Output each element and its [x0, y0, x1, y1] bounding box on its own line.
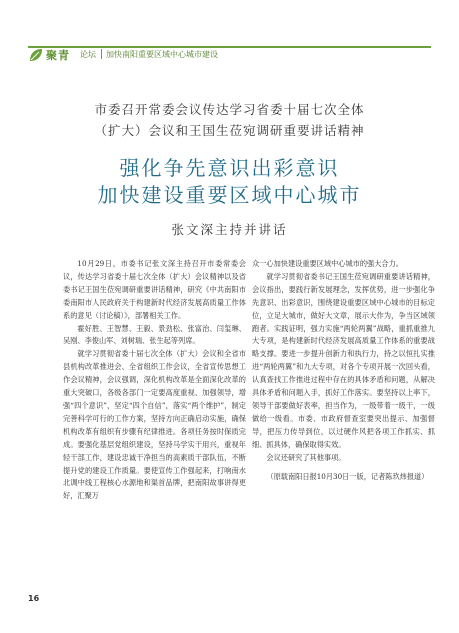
article-title-line-1: 强化争先意识出彩意识: [119, 156, 340, 180]
magazine-logo: [28, 45, 76, 65]
header-separator: [101, 49, 102, 59]
body-column-left: [63, 258, 246, 503]
article-author: 张文深主持并讲话: [171, 222, 288, 237]
page-number: 16: [28, 594, 40, 603]
paragraph: 霍好胜、王智慧、王毅、景劲松、张富治、闫玺琳、吴刚、李俊山军、刘树瑞、张生起等列席。: [63, 323, 246, 346]
paragraph: 10月29日，市委书记张文深主持召开市委常委会议，传达学习省委十届七次全体（扩大）会议精神以及省委书记王国生莅宛调研重要讲话精神，研究《中共南阳市委南阳市人民政府关于构建新时代经济发展高质量工作体系的意见（讨论稿）》，部署相关工作。: [63, 259, 246, 320]
subtitle-line-1: 市委召开常委会议传达学习省委十届七次全体: [94, 102, 365, 117]
logo-text: 聚青: [46, 49, 70, 62]
article-title-line-2: 加快建设重要区域中心城市: [97, 183, 362, 207]
paragraph: 就学习贯彻省委书记王国生莅宛调研重要讲话精神，会议指出，要践行新发展理念，发挥优势，进一步强化争先意识、出彩意识，围绕建设重要区域中心城市的目标定位，立足大城市，做好大文章，展示大作为，争当区域领跑者。实践证明，强力实施“两轮两翼”战略，重抓重推九大专项，是构建新时代经济发展高质量工作体系的重要战略支撑。要进一步提升创新力和执行力，持之以恒扎实推进“两轮两翼”和九大专项，对各个专项开展一次回头看，认真查找工作推进过程中存在的具体矛盾和问题，从解决具体矛盾和问题入手，抓好工作落实。要坚持以上率下，领导干部要做好表率，担当作为，一级带着一级干，一级做给一级看。市委、市政府督查室要突出提示、加强督导，把压力传导到位，以过硬作风把各项工作抓实、抓细、抓具体，确保取得实效。: [252, 271, 435, 449]
paragraph: 会议还研究了其他事项。: [266, 452, 346, 462]
leaf-logo-icon: [28, 47, 44, 63]
paragraph: 就学习贯彻省委十届七次全体（扩大）会议和全省市县机构改革推进会、全省组织工作会议，全省宣传思想工作会议精神，会议强调，深化机构改革是全面深化改革的重大突破口，各级各部门一定要高度重视、加强领导，增强“四个意识”，坚定“四个自信”，落实“两个维护”，制定完善科学可行的工作方案，坚持方向正确启动实施，确保机构改革有组织有步骤有纪律推进。各项任务按时保质完成。要强化基层党组织建设，坚持马学实干用兴，重视年轻干部工作，建设忠诚干净担当的高素质干部队伍，不断提升党的建设工作质量。要使宣传工作强起来，打响南水北调中线工程核心水源地和渠首品牌，把南阳故事讲得更好，汇聚万: [63, 349, 246, 501]
header-rule: [28, 46, 431, 48]
section-label: 论坛: [80, 50, 96, 59]
body-column-right: [252, 258, 435, 483]
subtitle-line-2: （扩大）会议和王国生莅宛调研重要讲话精神: [94, 123, 365, 138]
source-note: （原载南阳日报10月30日一版，记者陈玖炜报道）: [266, 471, 429, 481]
column-label: 加快南阳重要区域中心城市建设: [106, 50, 218, 59]
paragraph: 众一心加快建设重要区域中心城市的强大合力。: [252, 259, 403, 268]
page-header: [0, 18, 459, 68]
